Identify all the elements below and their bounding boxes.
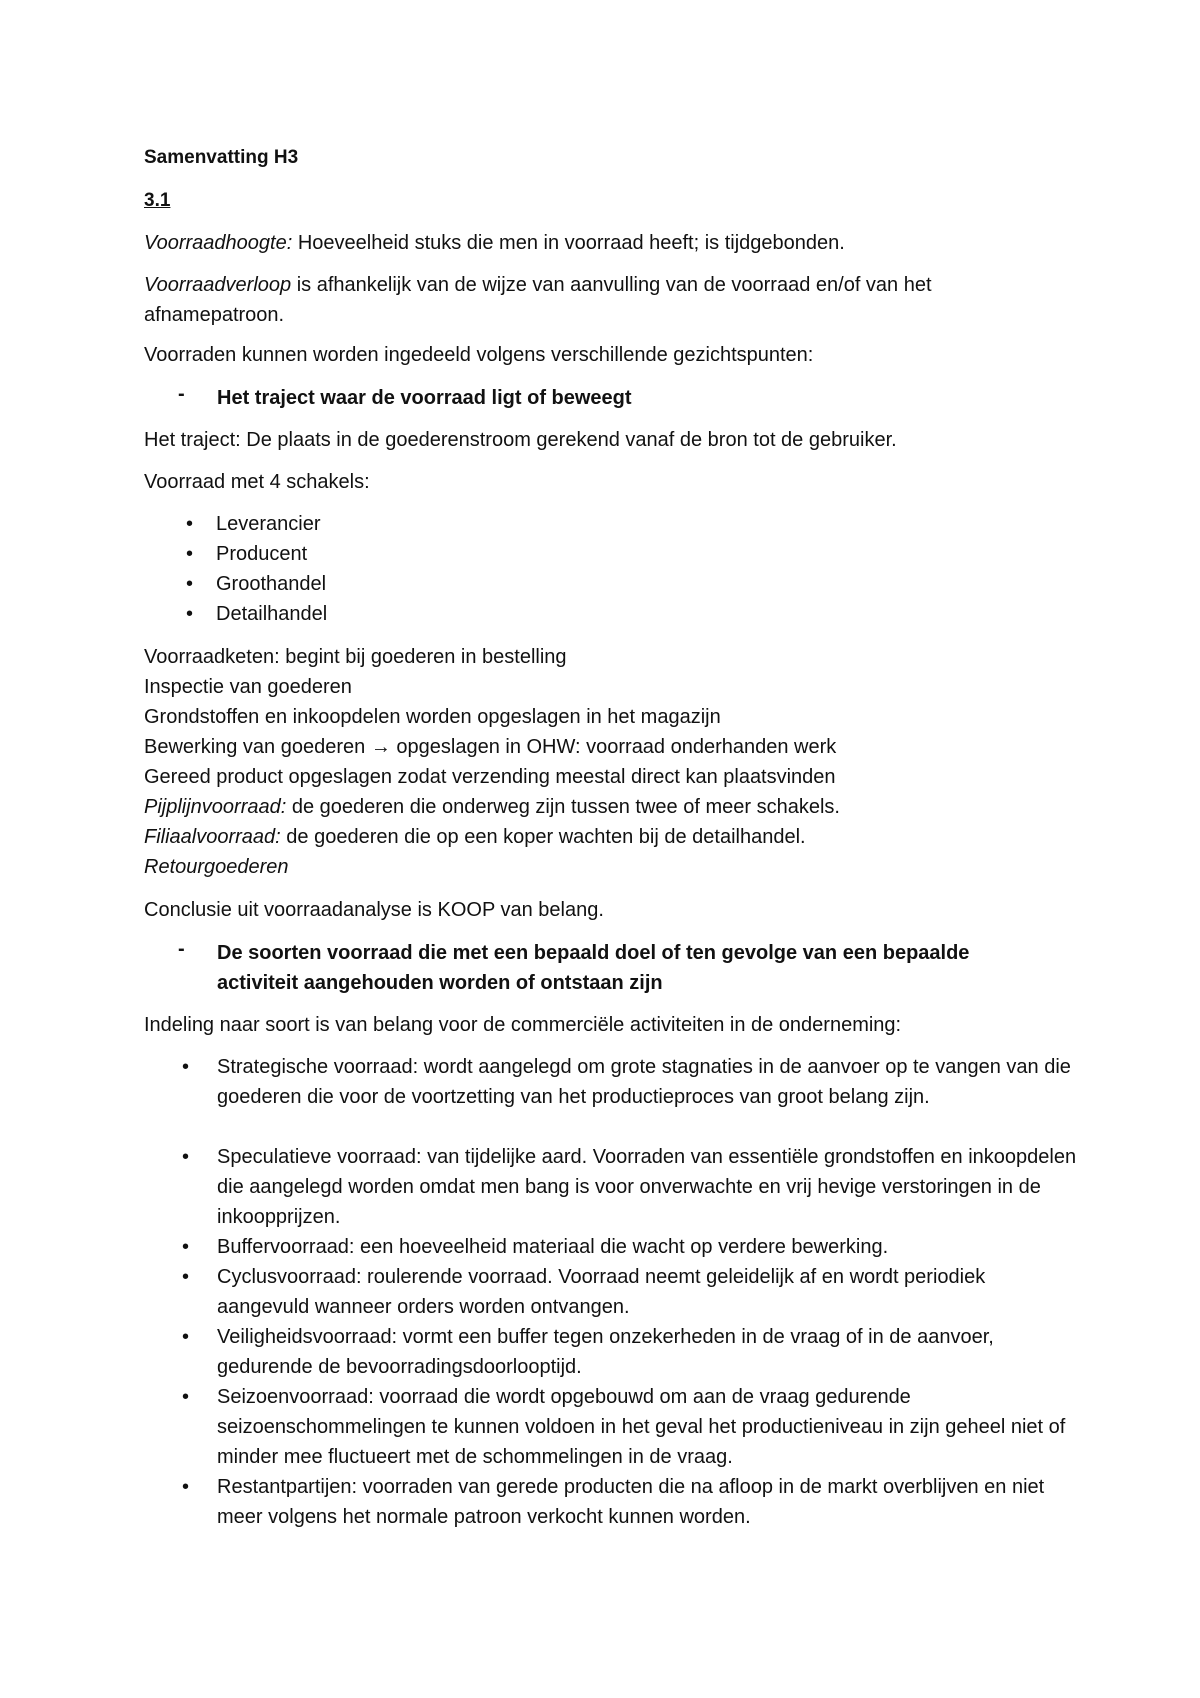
bullet-marker: • <box>182 1476 190 1498</box>
list-item-text: Speculatieve voorraad: van tijdelijke aard. Voorraden van essentiële grondstoffen en inkoopdelen die aangelegd worden omdat men bang is voor onverwachte en vrij hevige verstoringen in de inkoopprijzen. <box>217 1146 1077 1228</box>
bullet-marker: • <box>186 603 194 625</box>
list-item-text: Veiligheidsvoorraad: vormt een buffer tegen onzekerheden in de vraag of in de aanvoer, gedurende de bevoorradingsdoorlooptijd. <box>217 1326 994 1378</box>
term-pijplijnvoorraad: Pijplijnvoorraad: <box>144 796 287 818</box>
dash-item-text: De soorten voorraad die met een bepaald doel of ten gevolge van een bepaalde <box>217 942 970 964</box>
bullet-marker: • <box>186 543 194 565</box>
bullet-marker: • <box>186 573 194 595</box>
bullet-marker: • <box>182 1056 190 1078</box>
chain-line <box>144 732 836 762</box>
document-title: Samenvatting H3 <box>144 147 299 168</box>
list-item <box>186 599 328 629</box>
bullet-marker: • <box>182 1386 190 1408</box>
paragraph-traject: Het traject: De plaats in de goederenstroom gerekend vanaf de bron tot de gebruiker. <box>144 429 897 451</box>
dash-item-text: Het traject waar de voorraad ligt of beweegt <box>217 387 632 409</box>
list-item-text: Detailhandel <box>216 603 328 625</box>
term-voorraadhoogte: Voorraadhoogte: <box>144 232 293 254</box>
chain-line <box>144 792 840 822</box>
paragraph-indeling-soort: Indeling naar soort is van belang voor de commerciële activiteiten in de onderneming: <box>144 1014 902 1036</box>
chain-text: Bewerking van goederen <box>144 736 371 758</box>
dash-marker: - <box>178 938 185 960</box>
chain-text: de goederen die op een koper wachten bij de detailhandel. <box>280 826 806 848</box>
list-item-text: Leverancier <box>216 513 321 535</box>
chain-line: Inspectie van goederen <box>144 676 352 698</box>
list-item-text: Restantpartijen: voorraden van gerede producten die na afloop in de markt overblijven en niet meer volgens het normale patroon verkocht kunnen worden. <box>217 1476 1045 1528</box>
list-item <box>186 509 321 539</box>
chain-line: Retourgoederen <box>144 856 289 878</box>
list-item-text: Cyclusvoorraad: roulerende voorraad. Voorraad neemt geleidelijk af en wordt periodiek aangevuld wanneer orders worden ontvangen. <box>217 1266 986 1318</box>
bullet-marker: • <box>186 513 194 535</box>
list-item-text: Buffervoorraad: een hoeveelheid materiaal die wacht op verdere bewerking. <box>217 1236 889 1258</box>
list-item-text: Producent <box>216 543 308 565</box>
dash-marker: - <box>178 383 185 405</box>
dash-item-text: activiteit aangehouden worden of ontstaan zijn <box>217 972 663 994</box>
arrow-right-icon: → <box>370 736 391 758</box>
bullet-marker: • <box>182 1326 190 1348</box>
chain-line: Gereed product opgeslagen zodat verzending meestal direct kan plaatsvinden <box>144 766 836 788</box>
paragraph-schakels: Voorraad met 4 schakels: <box>144 471 370 493</box>
list-item <box>186 539 308 569</box>
definition-text: afnamepatroon. <box>144 304 285 326</box>
paragraph-conclusie: Conclusie uit voorraadanalyse is KOOP van belang. <box>144 899 604 921</box>
bullet-marker: • <box>182 1146 190 1168</box>
paragraph-voorraadhoogte <box>144 228 1064 258</box>
list-item <box>186 569 327 599</box>
chain-text: de goederen die onderweg zijn tussen twee of meer schakels. <box>286 796 840 818</box>
list-item-text: Seizoenvoorraad: voorraad die wordt opgebouwd om aan de vraag gedurende seizoenschommelingen te kunnen voldoen in het geval het productieniveau in zijn geheel niet of minder mee fluctueert met de schommelingen in de vraag. <box>217 1386 1066 1468</box>
chain-text: opgeslagen in OHW: voorraad onderhanden werk <box>390 736 837 758</box>
bullet-marker: • <box>182 1236 190 1258</box>
definition-text: Hoeveelheid stuks die men in voorraad heeft; is tijdgebonden. <box>292 232 845 254</box>
definition-text: is afhankelijk van de wijze van aanvulling van de voorraad en/of van het <box>291 274 932 296</box>
list-item-text: Groothandel <box>216 573 327 595</box>
term-filiaalvoorraad: Filiaalvoorraad: <box>144 826 281 848</box>
chain-line: Grondstoffen en inkoopdelen worden opgeslagen in het magazijn <box>144 706 721 728</box>
bullet-marker: • <box>182 1266 190 1288</box>
list-item-text: Strategische voorraad: wordt aangelegd om grote stagnaties in de aanvoer op te vangen van die goederen die voor de voortzetting van het productieproces van groot belang zijn. <box>217 1056 1071 1108</box>
paragraph-voorraadverloop <box>144 270 1064 330</box>
section-heading: 3.1 <box>144 190 171 211</box>
term-voorraadverloop: Voorraadverloop <box>144 274 292 296</box>
paragraph-indeling: Voorraden kunnen worden ingedeeld volgens verschillende gezichtspunten: <box>144 344 814 366</box>
chain-line: Voorraadketen: begint bij goederen in bestelling <box>144 646 567 668</box>
chain-line <box>144 822 806 852</box>
